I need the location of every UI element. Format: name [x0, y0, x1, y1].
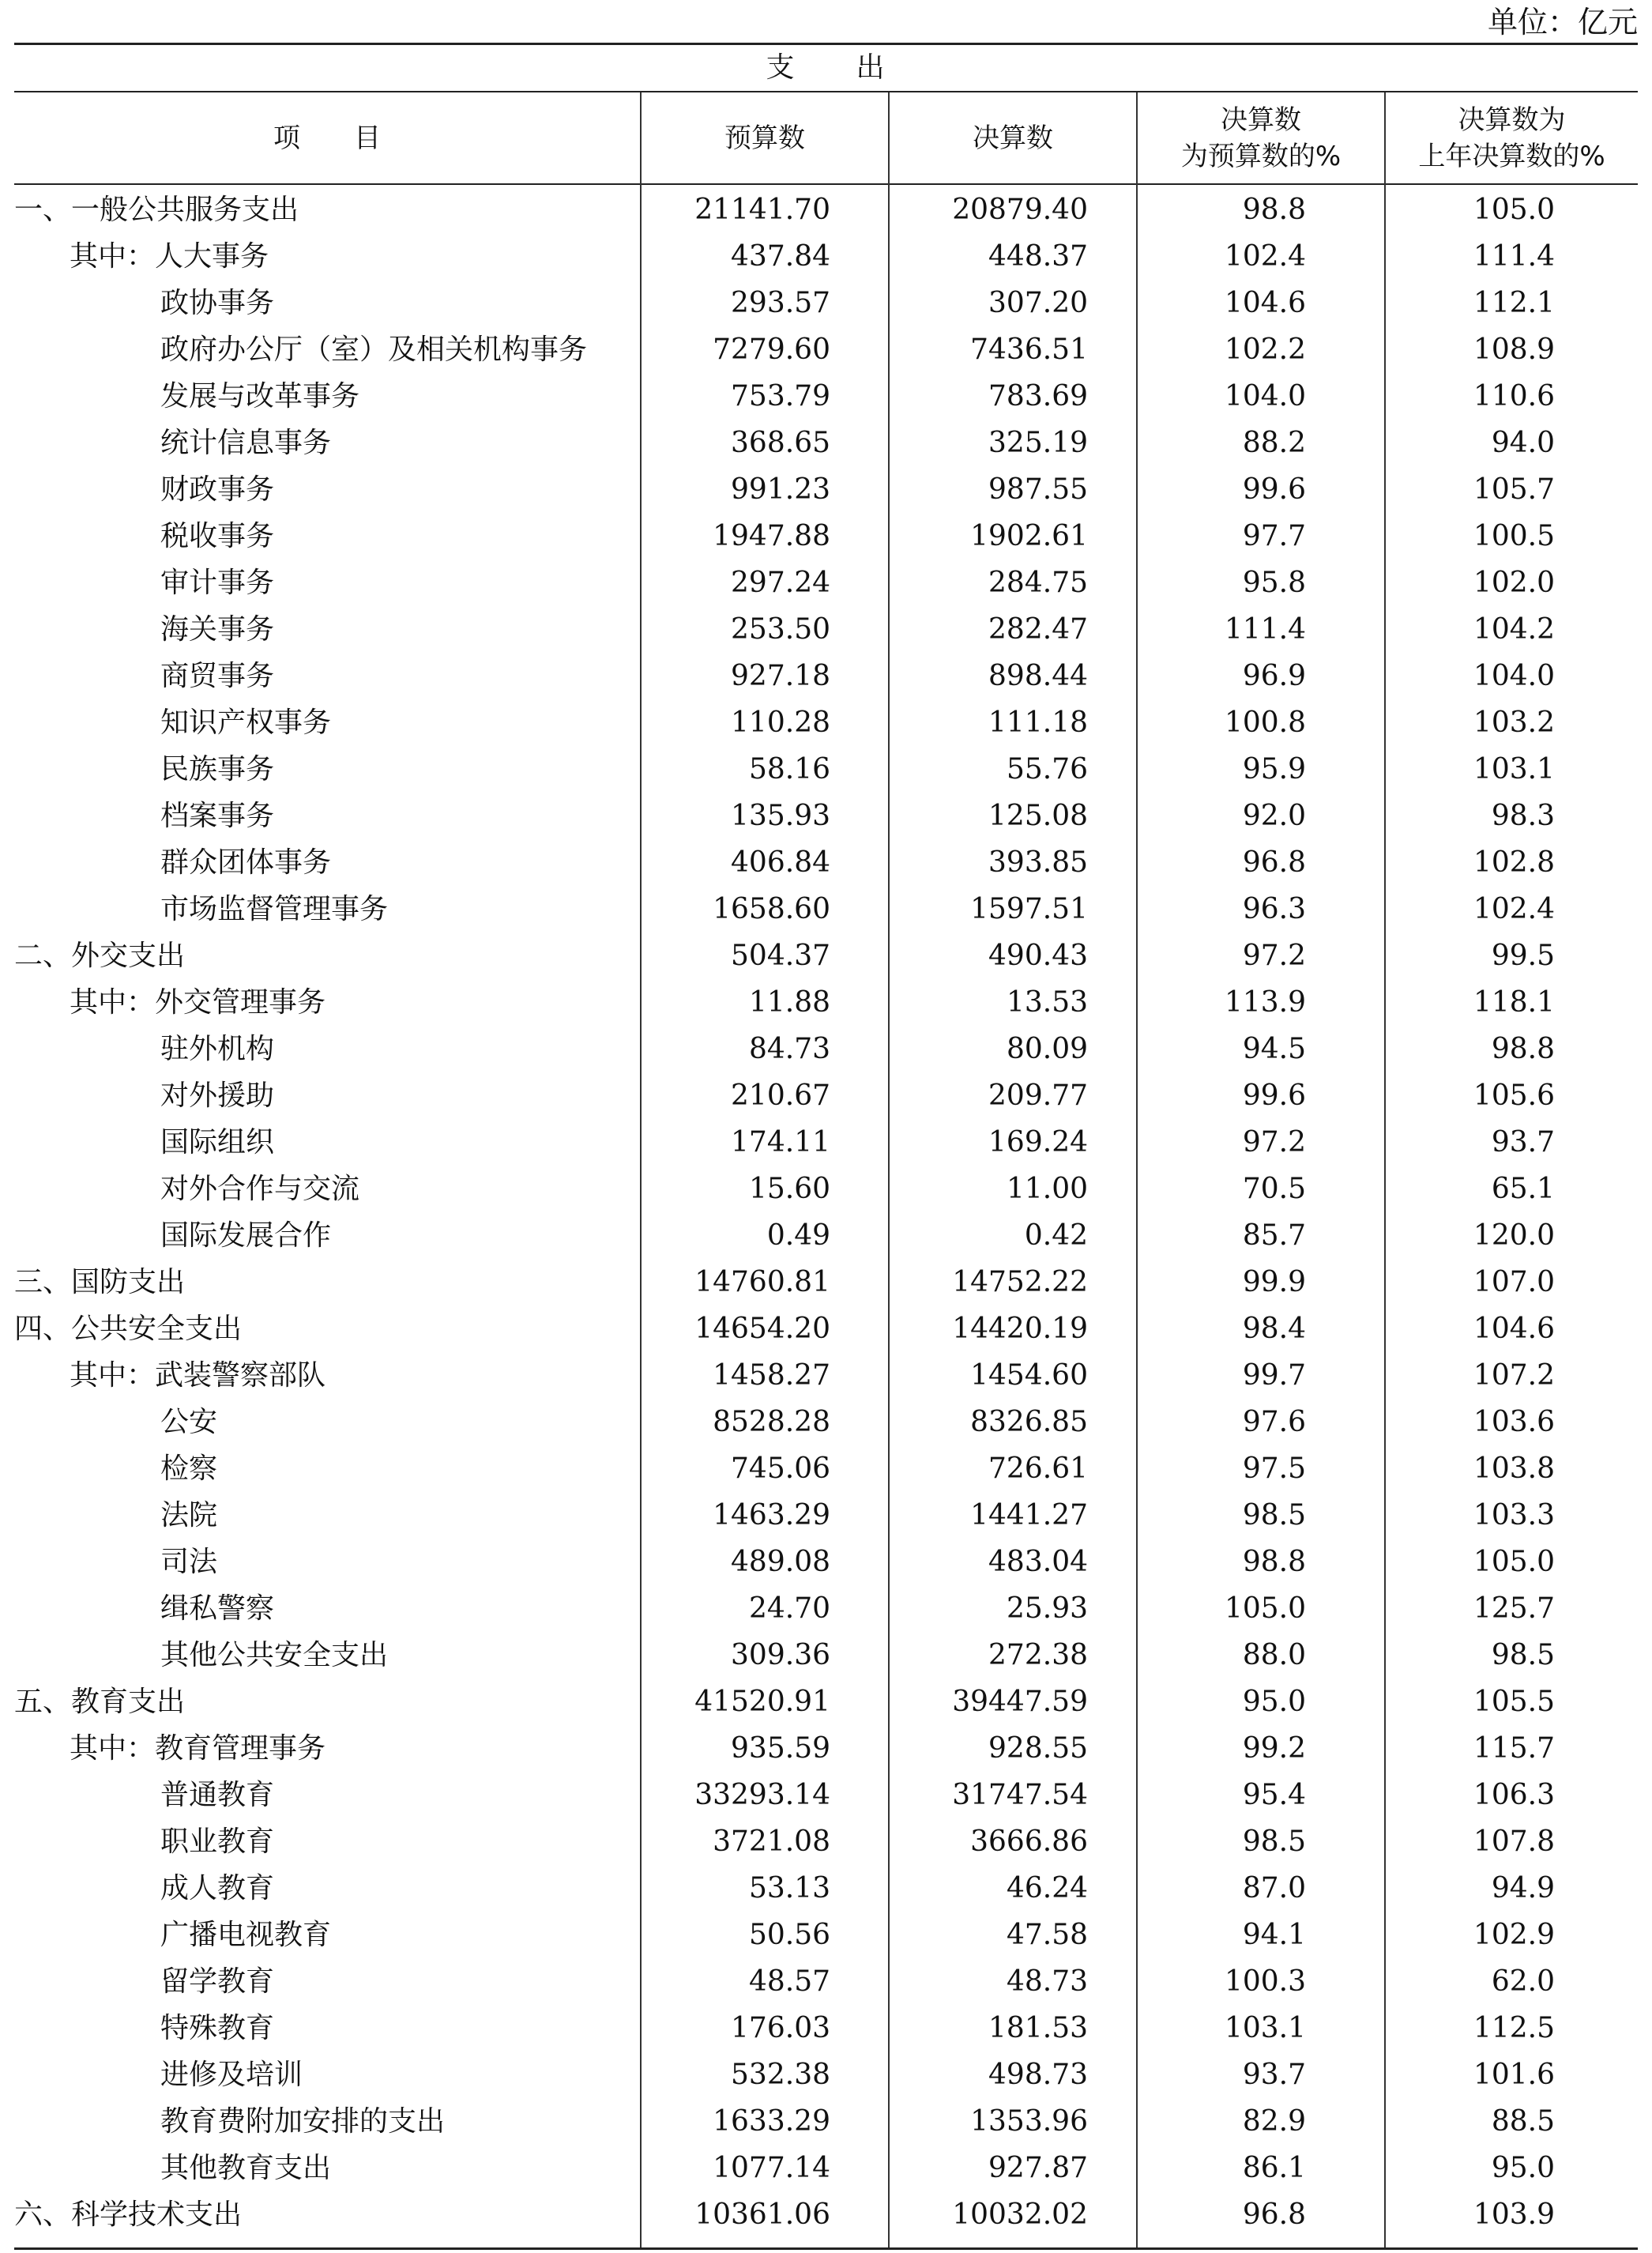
table-row: [14, 793, 1638, 839]
table-row: [14, 699, 1638, 746]
row-pct-budget: 96.3: [1242, 893, 1306, 925]
row-final: 448.37: [988, 240, 1088, 273]
table-row: [14, 1026, 1638, 1072]
row-pct-prev: 94.0: [1491, 427, 1555, 459]
table-row: [14, 2191, 1638, 2238]
row-budget: 368.65: [731, 427, 830, 459]
row-pct-budget: 100.3: [1224, 1965, 1306, 1998]
col-head-pct-prev: [1386, 93, 1638, 183]
row-pct-prev: 103.6: [1473, 1406, 1555, 1438]
row-final: 726.61: [988, 1452, 1088, 1485]
row-pct-prev: 105.6: [1473, 1079, 1555, 1112]
row-final: 13.53: [1006, 986, 1088, 1019]
row-name: 民族事务: [160, 753, 275, 786]
row-pct-prev: 125.7: [1473, 1592, 1555, 1625]
row-budget: 135.93: [731, 800, 830, 832]
row-name: 公安: [160, 1406, 218, 1438]
row-pct-prev: 110.6: [1473, 380, 1555, 413]
row-pct-budget: 102.2: [1224, 333, 1306, 366]
row-final: 80.09: [1006, 1033, 1088, 1065]
row-pct-prev: 102.4: [1473, 893, 1555, 925]
row-budget: 15.60: [748, 1173, 830, 1205]
row-name: 司法: [160, 1546, 218, 1578]
row-name: 统计信息事务: [160, 427, 332, 459]
row-final: 169.24: [988, 1126, 1088, 1159]
row-pct-budget: 98.5: [1242, 1499, 1306, 1532]
row-name: 知识产权事务: [160, 706, 332, 739]
row-budget: 1458.27: [713, 1359, 830, 1392]
row-pct-budget: 98.5: [1242, 1825, 1306, 1858]
row-pct-prev: 98.3: [1491, 800, 1555, 832]
row-pct-prev: 102.0: [1473, 567, 1555, 599]
row-pct-budget: 111.4: [1224, 613, 1306, 646]
row-final: 498.73: [988, 2059, 1088, 2091]
row-name: 职业教育: [160, 1825, 275, 1858]
row-pct-budget: 97.6: [1242, 1406, 1306, 1438]
row-final: 39447.59: [952, 1686, 1088, 1718]
table-row: [14, 466, 1638, 513]
row-name: 法院: [160, 1499, 218, 1532]
row-pct-prev: 103.9: [1473, 2198, 1555, 2231]
col-head-budget-label: 预算数: [724, 122, 805, 154]
row-name: 广播电视教育: [160, 1919, 332, 1951]
row-budget: 176.03: [731, 2012, 830, 2044]
row-budget: 406.84: [731, 846, 830, 879]
row-pct-prev: 100.5: [1473, 520, 1555, 552]
col-head-pct-prev-line2: 上年决算数的%: [1418, 141, 1605, 172]
row-budget: 293.57: [731, 287, 830, 319]
row-pct-budget: 98.4: [1242, 1313, 1306, 1345]
table-row: [14, 1772, 1638, 1818]
row-pct-budget: 93.7: [1242, 2059, 1306, 2091]
col-head-pct-budget-line2: 为预算数的%: [1180, 141, 1342, 172]
row-final: 325.19: [988, 427, 1088, 459]
row-name: 缉私警察: [160, 1592, 275, 1625]
table-row: [14, 233, 1638, 280]
row-name: 税收事务: [160, 520, 275, 552]
row-budget: 53.13: [748, 1872, 830, 1905]
row-pct-prev: 120.0: [1473, 1219, 1555, 1252]
table-row: [14, 1492, 1638, 1539]
row-final: 3666.86: [970, 1825, 1088, 1858]
table-row: [14, 1585, 1638, 1632]
row-pct-budget: 99.9: [1242, 1266, 1306, 1298]
row-pct-prev: 106.3: [1473, 1779, 1555, 1811]
table-row: [14, 513, 1638, 559]
row-pct-prev: 88.5: [1491, 2105, 1555, 2138]
row-pct-budget: 103.1: [1224, 2012, 1306, 2044]
row-pct-budget: 95.4: [1242, 1779, 1306, 1811]
row-pct-budget: 105.0: [1224, 1592, 1306, 1625]
row-pct-budget: 85.7: [1242, 1219, 1306, 1252]
row-pct-prev: 98.8: [1491, 1033, 1555, 1065]
row-pct-prev: 101.6: [1473, 2059, 1555, 2091]
row-budget: 253.50: [731, 613, 830, 646]
row-pct-budget: 82.9: [1242, 2105, 1306, 2138]
row-name: 财政事务: [160, 473, 275, 506]
row-budget: 58.16: [748, 753, 830, 786]
row-name: 群众团体事务: [160, 846, 332, 879]
row-final: 14752.22: [952, 1266, 1088, 1298]
table-row: [14, 326, 1638, 373]
row-pct-prev: 115.7: [1473, 1732, 1555, 1765]
row-final: 209.77: [988, 1079, 1088, 1112]
row-pct-prev: 103.3: [1473, 1499, 1555, 1532]
row-budget: 1947.88: [713, 520, 830, 552]
row-name: 审计事务: [160, 567, 275, 599]
row-name: 四、公共安全支出: [14, 1313, 243, 1345]
row-final: 8326.85: [970, 1406, 1088, 1438]
row-budget: 1633.29: [713, 2105, 830, 2138]
row-pct-budget: 99.7: [1242, 1359, 1306, 1392]
table-row: [14, 2005, 1638, 2051]
row-final: 0.42: [1024, 1219, 1088, 1252]
row-pct-prev: 103.8: [1473, 1452, 1555, 1485]
table-row: [14, 1912, 1638, 1958]
col-head-final: [890, 93, 1136, 183]
table-row: [14, 606, 1638, 653]
row-budget: 210.67: [731, 1079, 830, 1112]
table-row: [14, 373, 1638, 420]
row-name: 其他公共安全支出: [160, 1639, 389, 1671]
table-row: [14, 1539, 1638, 1585]
row-final: 55.76: [1006, 753, 1088, 786]
row-pct-prev: 108.9: [1473, 333, 1555, 366]
col-head-pct-budget-line1: 决算数: [1221, 104, 1301, 136]
row-budget: 7279.60: [713, 333, 830, 366]
row-final: 25.93: [1006, 1592, 1088, 1625]
col-head-item: [14, 93, 640, 183]
row-final: 1597.51: [970, 893, 1088, 925]
row-pct-budget: 95.9: [1242, 753, 1306, 786]
row-pct-budget: 92.0: [1242, 800, 1306, 832]
row-pct-prev: 107.2: [1473, 1359, 1555, 1392]
row-budget: 0.49: [766, 1219, 830, 1252]
row-name: 市场监督管理事务: [160, 893, 389, 925]
table-body: [14, 186, 1638, 2238]
row-final: 490.43: [988, 940, 1088, 972]
row-name: 国际组织: [160, 1126, 275, 1159]
table-row: [14, 1958, 1638, 2005]
row-name: 五、教育支出: [14, 1686, 186, 1718]
row-name: 政府办公厅（室）及相关机构事务: [160, 333, 588, 366]
table-row: [14, 1166, 1638, 1212]
row-final: 282.47: [988, 613, 1088, 646]
row-final: 483.04: [988, 1546, 1088, 1578]
table-row: [14, 1399, 1638, 1445]
column-head-rule: [14, 183, 1638, 185]
row-budget: 21141.70: [694, 194, 830, 226]
row-final: 783.69: [988, 380, 1088, 413]
header-rule: [14, 91, 1638, 92]
table-row: [14, 886, 1638, 932]
row-pct-prev: 104.0: [1473, 660, 1555, 692]
row-final: 284.75: [988, 567, 1088, 599]
table-row: [14, 1445, 1638, 1492]
row-final: 47.58: [1006, 1919, 1088, 1951]
table-row: [14, 839, 1638, 886]
unit-label: 单位：亿元: [1487, 5, 1638, 40]
row-pct-budget: 97.2: [1242, 940, 1306, 972]
table-row: [14, 280, 1638, 326]
row-budget: 745.06: [731, 1452, 830, 1485]
row-name: 检察: [160, 1452, 218, 1485]
table-row: [14, 2098, 1638, 2145]
row-budget: 50.56: [748, 1919, 830, 1951]
row-pct-budget: 70.5: [1242, 1173, 1306, 1205]
row-name: 二、外交支出: [14, 940, 186, 972]
row-final: 31747.54: [952, 1779, 1088, 1811]
row-name: 普通教育: [160, 1779, 275, 1811]
row-pct-budget: 104.0: [1224, 380, 1306, 413]
bottom-rule: [14, 2247, 1638, 2250]
row-pct-budget: 97.5: [1242, 1452, 1306, 1485]
row-pct-prev: 93.7: [1491, 1126, 1555, 1159]
row-budget: 489.08: [731, 1546, 830, 1578]
row-budget: 309.36: [731, 1639, 830, 1671]
row-name: 对外援助: [160, 1079, 275, 1112]
row-pct-prev: 98.5: [1491, 1639, 1555, 1671]
row-pct-budget: 98.8: [1242, 194, 1306, 226]
row-budget: 504.37: [731, 940, 830, 972]
row-pct-budget: 100.8: [1224, 706, 1306, 739]
row-name: 档案事务: [160, 800, 275, 832]
row-pct-budget: 86.1: [1242, 2152, 1306, 2184]
row-budget: 41520.91: [694, 1686, 830, 1718]
table-row: [14, 420, 1638, 466]
row-final: 1454.60: [970, 1359, 1088, 1392]
row-name: 海关事务: [160, 613, 275, 646]
row-budget: 297.24: [731, 567, 830, 599]
row-pct-budget: 96.8: [1242, 846, 1306, 879]
row-budget: 33293.14: [694, 1779, 830, 1811]
col-head-pct-prev-line1: 决算数为: [1458, 104, 1566, 136]
row-pct-budget: 97.7: [1242, 520, 1306, 552]
row-pct-prev: 112.5: [1473, 2012, 1555, 2044]
row-pct-prev: 111.4: [1473, 240, 1555, 273]
row-budget: 753.79: [731, 380, 830, 413]
row-final: 46.24: [1006, 1872, 1088, 1905]
row-pct-budget: 94.5: [1242, 1033, 1306, 1065]
row-final: 1353.96: [970, 2105, 1088, 2138]
row-name: 其中：外交管理事务: [70, 986, 326, 1019]
row-name: 其中：人大事务: [70, 240, 269, 273]
row-name: 发展与改革事务: [160, 380, 360, 413]
table-row: [14, 559, 1638, 606]
row-pct-prev: 105.7: [1473, 473, 1555, 506]
row-name: 其中：武装警察部队: [70, 1359, 326, 1392]
row-name: 留学教育: [160, 1965, 275, 1998]
row-pct-budget: 96.8: [1242, 2198, 1306, 2231]
row-name: 对外合作与交流: [160, 1173, 360, 1205]
table-row: [14, 1072, 1638, 1119]
row-pct-budget: 95.0: [1242, 1686, 1306, 1718]
table-row: [14, 1865, 1638, 1912]
row-final: 987.55: [988, 473, 1088, 506]
table-row: [14, 2051, 1638, 2098]
row-final: 48.73: [1006, 1965, 1088, 1998]
row-budget: 927.18: [731, 660, 830, 692]
row-budget: 24.70: [748, 1592, 830, 1625]
row-final: 11.00: [1006, 1173, 1088, 1205]
row-final: 393.85: [988, 846, 1088, 879]
row-final: 307.20: [988, 287, 1088, 319]
row-pct-prev: 103.2: [1473, 706, 1555, 739]
row-pct-budget: 87.0: [1242, 1872, 1306, 1905]
table-row: [14, 1305, 1638, 1352]
row-pct-prev: 112.1: [1473, 287, 1555, 319]
row-budget: 1463.29: [713, 1499, 830, 1532]
row-pct-prev: 62.0: [1491, 1965, 1555, 1998]
row-pct-budget: 102.4: [1224, 240, 1306, 273]
row-name: 特殊教育: [160, 2012, 275, 2044]
row-final: 125.08: [988, 800, 1088, 832]
row-final: 898.44: [988, 660, 1088, 692]
row-name: 进修及培训: [160, 2059, 303, 2091]
row-budget: 1658.60: [713, 893, 830, 925]
table-row: [14, 1818, 1638, 1865]
row-pct-budget: 88.0: [1242, 1639, 1306, 1671]
col-head-final-label: 决算数: [973, 122, 1053, 154]
row-final: 20879.40: [952, 194, 1088, 226]
row-budget: 110.28: [731, 706, 830, 739]
row-pct-budget: 96.9: [1242, 660, 1306, 692]
row-pct-prev: 105.0: [1473, 194, 1555, 226]
row-pct-prev: 65.1: [1491, 1173, 1555, 1205]
row-pct-prev: 104.2: [1473, 613, 1555, 646]
section-title: 支 出: [766, 51, 886, 84]
table-row: [14, 1678, 1638, 1725]
row-pct-prev: 105.0: [1473, 1546, 1555, 1578]
row-final: 111.18: [988, 706, 1088, 739]
row-pct-prev: 104.6: [1473, 1313, 1555, 1345]
row-pct-budget: 99.6: [1242, 1079, 1306, 1112]
row-name: 驻外机构: [160, 1033, 275, 1065]
row-final: 927.87: [988, 2152, 1088, 2184]
row-pct-budget: 99.2: [1242, 1732, 1306, 1765]
row-name: 教育费附加安排的支出: [160, 2105, 446, 2138]
row-budget: 84.73: [748, 1033, 830, 1065]
row-final: 7436.51: [970, 333, 1088, 366]
row-budget: 11.88: [748, 986, 830, 1019]
table-row: [14, 653, 1638, 699]
row-final: 1902.61: [970, 520, 1088, 552]
row-name: 一、一般公共服务支出: [14, 194, 299, 226]
row-budget: 174.11: [731, 1126, 830, 1159]
row-pct-prev: 107.8: [1473, 1825, 1555, 1858]
row-name: 政协事务: [160, 287, 275, 319]
row-pct-budget: 97.2: [1242, 1126, 1306, 1159]
table-row: [14, 1352, 1638, 1399]
table-row: [14, 1212, 1638, 1259]
row-budget: 3721.08: [713, 1825, 830, 1858]
row-budget: 48.57: [748, 1965, 830, 1998]
row-pct-budget: 113.9: [1224, 986, 1306, 1019]
table-row: [14, 1119, 1638, 1166]
table-row: [14, 186, 1638, 233]
row-budget: 935.59: [731, 1732, 830, 1765]
row-final: 181.53: [988, 2012, 1088, 2044]
table-row: [14, 1632, 1638, 1678]
row-pct-budget: 104.6: [1224, 287, 1306, 319]
row-budget: 437.84: [731, 240, 830, 273]
row-name: 三、国防支出: [14, 1266, 186, 1298]
row-pct-prev: 95.0: [1491, 2152, 1555, 2184]
row-pct-budget: 98.8: [1242, 1546, 1306, 1578]
table-row: [14, 1259, 1638, 1305]
table-row: [14, 1725, 1638, 1772]
row-pct-prev: 94.9: [1491, 1872, 1555, 1905]
row-pct-prev: 99.5: [1491, 940, 1555, 972]
row-budget: 991.23: [731, 473, 830, 506]
row-name: 成人教育: [160, 1872, 275, 1905]
row-pct-prev: 103.1: [1473, 753, 1555, 786]
col-head-item-label: 项 目: [273, 122, 381, 154]
row-name: 国际发展合作: [160, 1219, 332, 1252]
row-name: 其中：教育管理事务: [70, 1732, 326, 1765]
row-pct-prev: 107.0: [1473, 1266, 1555, 1298]
row-budget: 10361.06: [694, 2198, 830, 2231]
table-row: [14, 746, 1638, 793]
row-final: 14420.19: [952, 1313, 1088, 1345]
row-name: 商贸事务: [160, 660, 275, 692]
row-final: 928.55: [988, 1732, 1088, 1765]
row-pct-prev: 105.5: [1473, 1686, 1555, 1718]
row-pct-prev: 102.9: [1473, 1919, 1555, 1951]
row-budget: 14760.81: [694, 1266, 830, 1298]
row-final: 10032.02: [952, 2198, 1088, 2231]
row-budget: 8528.28: [713, 1406, 830, 1438]
row-pct-prev: 118.1: [1473, 986, 1555, 1019]
col-head-pct-budget: [1138, 93, 1384, 183]
row-final: 1441.27: [970, 1499, 1088, 1532]
row-pct-prev: 102.8: [1473, 846, 1555, 879]
table-row: [14, 979, 1638, 1026]
row-budget: 14654.20: [694, 1313, 830, 1345]
row-budget: 1077.14: [713, 2152, 830, 2184]
row-pct-budget: 88.2: [1242, 427, 1306, 459]
row-final: 272.38: [988, 1639, 1088, 1671]
col-head-budget: [642, 93, 888, 183]
row-pct-budget: 95.8: [1242, 567, 1306, 599]
row-name: 六、科学技术支出: [14, 2198, 243, 2231]
row-pct-budget: 94.1: [1242, 1919, 1306, 1951]
top-rule: [14, 43, 1638, 45]
row-pct-budget: 99.6: [1242, 473, 1306, 506]
table-row: [14, 932, 1638, 979]
row-name: 其他教育支出: [160, 2152, 332, 2184]
table-row: [14, 2145, 1638, 2191]
row-budget: 532.38: [731, 2059, 830, 2091]
